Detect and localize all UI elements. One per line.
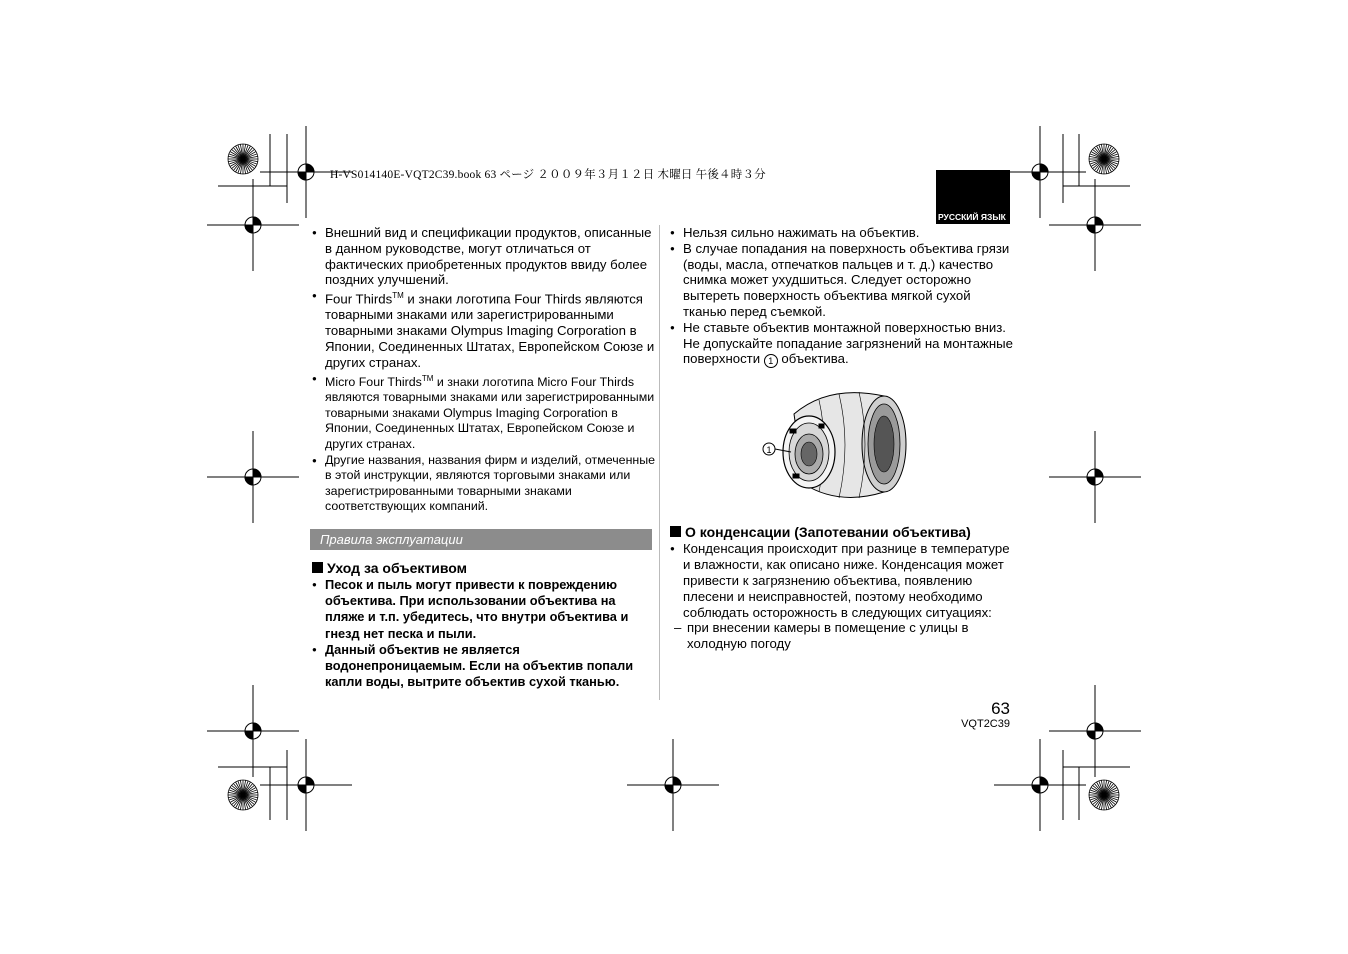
star-target-icon [1089, 780, 1119, 810]
bullet-text: Не ставьте объектив монтажной поверхностью вниз. Не допускайте попадание загрязнений на монтажные поверхности [683, 319, 1013, 367]
star-target-icon [228, 780, 258, 810]
crosshair-mark-icon [994, 739, 1086, 831]
list-item [311, 371, 656, 453]
lens-care-heading [312, 560, 656, 577]
bullet-text: Нельзя сильно нажимать на объектив. [683, 225, 920, 240]
figure-callout: 1 [766, 445, 772, 456]
bullet-text: Micro Four Thirds [325, 374, 422, 389]
bullet-text: и знаки логотипа Four Thirds являются товарными знаками или зарегистрированными товарными знаками Olympus Imaging Corporation в Японии, Соединенных Штатах, Европейском Союзе и других странах. [325, 291, 655, 370]
crosshair-mark-icon [1049, 431, 1141, 523]
list-item [311, 288, 656, 370]
list-item [311, 577, 656, 642]
heading-text: О конденсации (Запотевании объектива) [685, 524, 971, 541]
star-target-icon [228, 144, 258, 174]
list-item [669, 241, 1014, 320]
trademark-sup: TM [421, 373, 434, 383]
crosshair-mark-icon [627, 739, 719, 831]
crosshair-mark-icon [207, 431, 299, 523]
language-tab [936, 170, 1010, 224]
right-column [669, 225, 1014, 652]
crosshair-mark-icon [260, 739, 352, 831]
bullet-text: Внешний вид и спецификации продуктов, описанные в данном руководстве, могут отличаться от фактических приобретенных продуктов ввиду более поздних улучшений. [325, 225, 652, 288]
crosshair-mark-icon [207, 179, 299, 271]
list-item [311, 642, 656, 691]
callout-number: 1 [764, 354, 778, 368]
column-divider [659, 225, 660, 700]
bullet-text: Конденсация происходит при разнице в температуре и влажности, как описано ниже. Конденсация может привести к загрязнению объектива, появлению плесени и неисправностей, поэтому необходимо соблюдать осторожность в следующих ситуациях: [683, 541, 1010, 620]
bullet-text: Песок и пыль могут привести к повреждению объектива. При использовании объектива на пляже и т.п. убедитесь, что внутри объектива и гнезд нет песка и пыли. [325, 577, 629, 641]
list-item [311, 225, 656, 288]
lens-illustration [669, 374, 1014, 514]
condensation-heading [670, 524, 1014, 541]
square-bullet-icon [670, 526, 681, 537]
bullet-text: объектива. [777, 351, 849, 367]
dash-item [669, 620, 1014, 652]
square-bullet-icon [312, 562, 323, 573]
bullet-text: Другие названия, названия фирм и изделий, отмеченные в этой инструкции, являются торговыми знаками или зарегистрированными товарными знаками соответствующих компаний. [325, 452, 656, 514]
crosshair-mark-icon [207, 685, 299, 777]
book-header-line: H-VS014140E-VQT2C39.book 63 ページ ２００９年３月１２日 木曜日 午後４時３分 [330, 169, 766, 181]
list-item [311, 453, 656, 515]
bullet-text: В случае попадания на поверхность объектива грязи (воды, масла, отпечатков пальцев и т. д.) качество снимка может ухудшиться. Следует осторожно вытереть поверхность объектива мягкой сухой тканью перед съемкой. [683, 240, 1010, 319]
left-column [311, 225, 656, 690]
bullet-text: и знаки логотипа Micro Four Thirds являются товарными знаками или зарегистрированными товарными знаками Olympus Imaging Corporation в Японии, Соединенных Штатах, Европейском Союзе и других странах. [325, 374, 655, 452]
section-bar: Правила эксплуатации [310, 529, 652, 550]
list-item [669, 320, 1014, 369]
dash-text: при внесении камеры в помещение с улицы в холодную погоду [687, 620, 969, 652]
list-item [669, 225, 1014, 241]
heading-text: Уход за объективом [327, 560, 468, 577]
bullet-text: Four Thirds [325, 291, 393, 307]
document-code: VQT2C39 [961, 718, 1010, 730]
lens-figure [669, 374, 1014, 514]
bullet-text: Данный объектив не является водонепроницаемым. Если на объектив попали капли воды, вытрите объектив сухой тканью. [325, 641, 634, 690]
star-target-icon [1089, 144, 1119, 174]
language-tab-label: РУССКИЙ ЯЗЫК [938, 212, 1006, 222]
trademark-sup: TM [392, 291, 404, 301]
page-number: 63 [991, 699, 1010, 718]
list-item [669, 541, 1014, 620]
